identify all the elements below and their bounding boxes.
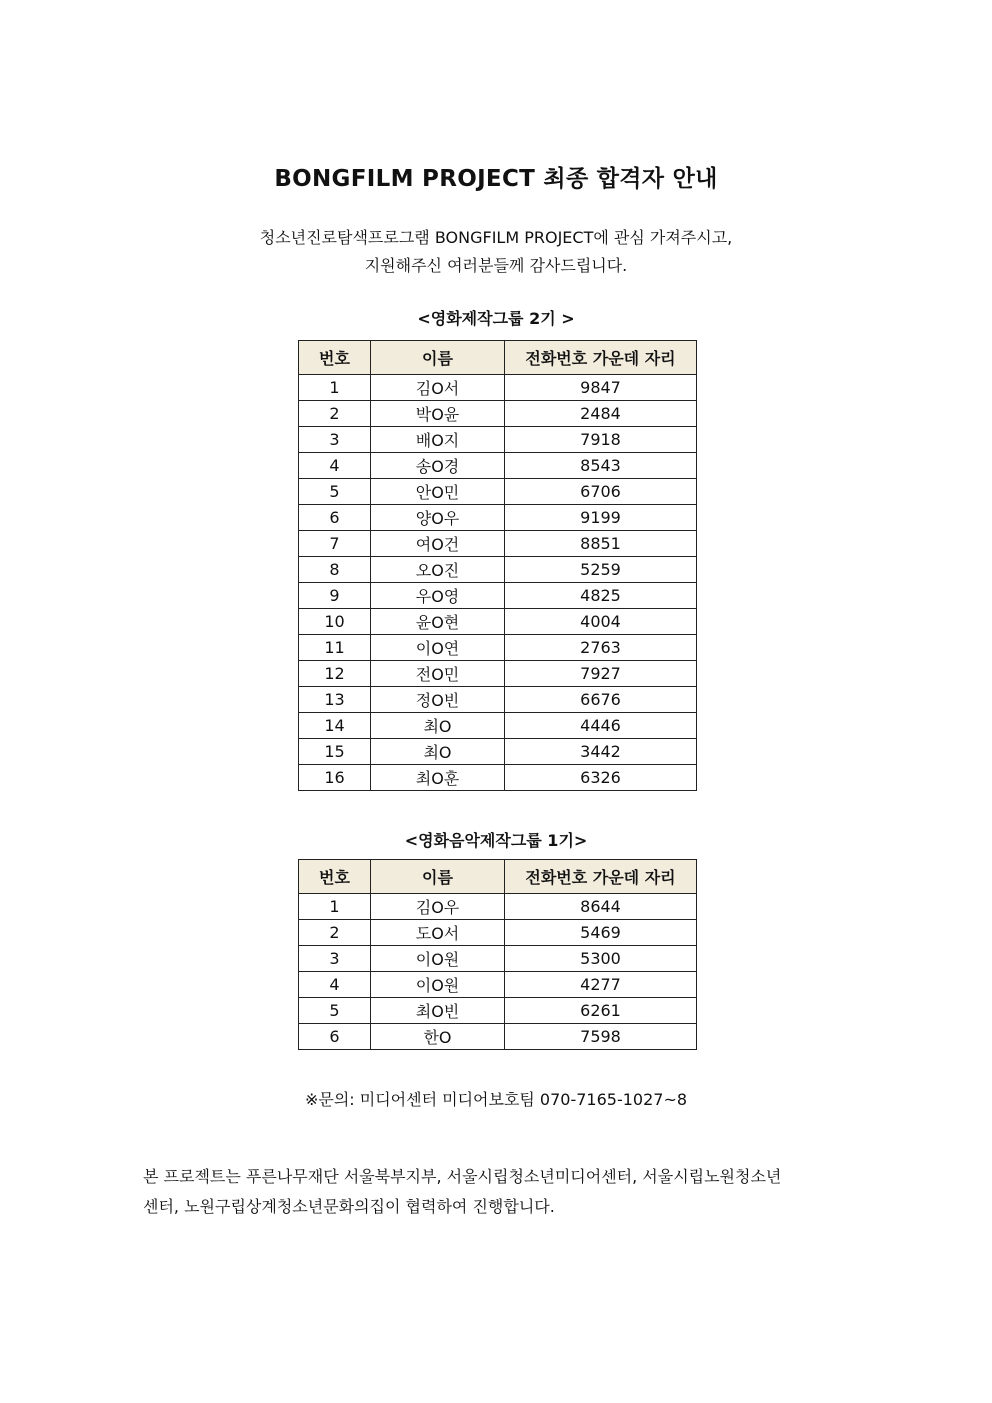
table-row xyxy=(299,739,697,765)
cell-phone-middle: 9847 xyxy=(505,375,697,401)
table-row xyxy=(299,531,697,557)
table-header-row xyxy=(299,341,697,375)
footer-line: 센터, 노원구립상계청소년문화의집이 협력하여 진행합니다. xyxy=(143,1197,555,1216)
footer-note xyxy=(143,1162,863,1222)
cell-name: 우O영 xyxy=(371,583,505,609)
cell-phone-middle: 7918 xyxy=(505,427,697,453)
cell-phone-middle: 2484 xyxy=(505,401,697,427)
intro-line: 청소년진로탐색프로그램 BONGFILM PROJECT에 관심 가져주시고, xyxy=(259,228,733,247)
table-row xyxy=(299,505,697,531)
cell-name: 윤O현 xyxy=(371,609,505,635)
cell-number: 2 xyxy=(299,920,371,946)
roster-table-film-music-production xyxy=(298,859,697,1050)
cell-name: 오O진 xyxy=(371,557,505,583)
cell-name: 정O빈 xyxy=(371,687,505,713)
cell-name: 전O민 xyxy=(371,661,505,687)
table-row xyxy=(299,687,697,713)
table-row xyxy=(299,765,697,791)
cell-name: 김O우 xyxy=(371,894,505,920)
cell-phone-middle: 6676 xyxy=(505,687,697,713)
group-title-film-music-production: <영화음악제작그룹 1기> xyxy=(404,831,588,850)
cell-number: 4 xyxy=(299,972,371,998)
cell-number: 12 xyxy=(299,661,371,687)
table-row xyxy=(299,894,697,920)
cell-phone-middle: 4004 xyxy=(505,609,697,635)
cell-number: 4 xyxy=(299,453,371,479)
table-header-row xyxy=(299,860,697,894)
header-name: 이름 xyxy=(371,860,505,894)
cell-number: 9 xyxy=(299,583,371,609)
cell-phone-middle: 6706 xyxy=(505,479,697,505)
table-row xyxy=(299,635,697,661)
cell-number: 15 xyxy=(299,739,371,765)
contact-info: ※문의: 미디어센터 미디어보호팀 070-7165-1027~8 xyxy=(304,1090,688,1109)
intro-text xyxy=(0,224,992,280)
cell-number: 16 xyxy=(299,765,371,791)
cell-number: 1 xyxy=(299,375,371,401)
cell-name: 한O xyxy=(371,1024,505,1050)
table-row xyxy=(299,375,697,401)
cell-number: 6 xyxy=(299,505,371,531)
table-row xyxy=(299,583,697,609)
cell-number: 1 xyxy=(299,894,371,920)
cell-name: 도O서 xyxy=(371,920,505,946)
cell-number: 14 xyxy=(299,713,371,739)
table-row xyxy=(299,453,697,479)
cell-number: 3 xyxy=(299,427,371,453)
cell-name: 최O훈 xyxy=(371,765,505,791)
table-row xyxy=(299,427,697,453)
header-name: 이름 xyxy=(371,341,505,375)
cell-name: 최O xyxy=(371,713,505,739)
table-row xyxy=(299,401,697,427)
document-title: BONGFILM PROJECT 최종 합격자 안내 xyxy=(274,166,718,192)
table-row xyxy=(299,609,697,635)
cell-phone-middle: 5300 xyxy=(505,946,697,972)
cell-phone-middle: 4825 xyxy=(505,583,697,609)
table-row xyxy=(299,1024,697,1050)
table-row xyxy=(299,661,697,687)
cell-number: 10 xyxy=(299,609,371,635)
table-row xyxy=(299,479,697,505)
header-phone-middle: 전화번호 가운데 자리 xyxy=(505,341,697,375)
cell-number: 5 xyxy=(299,479,371,505)
cell-phone-middle: 8644 xyxy=(505,894,697,920)
header-number: 번호 xyxy=(299,341,371,375)
cell-name: 양O우 xyxy=(371,505,505,531)
cell-phone-middle: 6326 xyxy=(505,765,697,791)
cell-name: 최O빈 xyxy=(371,998,505,1024)
cell-phone-middle: 8851 xyxy=(505,531,697,557)
cell-number: 7 xyxy=(299,531,371,557)
cell-name: 배O지 xyxy=(371,427,505,453)
cell-phone-middle: 8543 xyxy=(505,453,697,479)
table-row xyxy=(299,946,697,972)
cell-name: 이O원 xyxy=(371,972,505,998)
cell-number: 13 xyxy=(299,687,371,713)
table-row xyxy=(299,998,697,1024)
cell-phone-middle: 6261 xyxy=(505,998,697,1024)
cell-name: 최O xyxy=(371,739,505,765)
table-row xyxy=(299,557,697,583)
cell-phone-middle: 4277 xyxy=(505,972,697,998)
cell-number: 11 xyxy=(299,635,371,661)
cell-phone-middle: 9199 xyxy=(505,505,697,531)
cell-name: 박O윤 xyxy=(371,401,505,427)
intro-line: 지원해주신 여러분들께 감사드립니다. xyxy=(364,256,628,275)
table-row xyxy=(299,920,697,946)
cell-name: 송O경 xyxy=(371,453,505,479)
table-row xyxy=(299,972,697,998)
cell-number: 6 xyxy=(299,1024,371,1050)
header-phone-middle: 전화번호 가운데 자리 xyxy=(505,860,697,894)
cell-number: 8 xyxy=(299,557,371,583)
cell-phone-middle: 7598 xyxy=(505,1024,697,1050)
cell-name: 여O건 xyxy=(371,531,505,557)
cell-number: 3 xyxy=(299,946,371,972)
cell-phone-middle: 5259 xyxy=(505,557,697,583)
cell-phone-middle: 4446 xyxy=(505,713,697,739)
table-row xyxy=(299,713,697,739)
cell-name: 이O연 xyxy=(371,635,505,661)
cell-phone-middle: 3442 xyxy=(505,739,697,765)
cell-phone-middle: 2763 xyxy=(505,635,697,661)
cell-number: 5 xyxy=(299,998,371,1024)
cell-name: 이O원 xyxy=(371,946,505,972)
cell-name: 안O민 xyxy=(371,479,505,505)
cell-phone-middle: 5469 xyxy=(505,920,697,946)
header-number: 번호 xyxy=(299,860,371,894)
cell-phone-middle: 7927 xyxy=(505,661,697,687)
footer-line: 본 프로젝트는 푸른나무재단 서울북부지부, 서울시립청소년미디어센터, 서울시립노원청소년 xyxy=(143,1167,782,1186)
cell-name: 김O서 xyxy=(371,375,505,401)
roster-table-film-production xyxy=(298,340,697,791)
cell-number: 2 xyxy=(299,401,371,427)
group-title-film-production: <영화제작그룹 2기 > xyxy=(417,309,575,328)
